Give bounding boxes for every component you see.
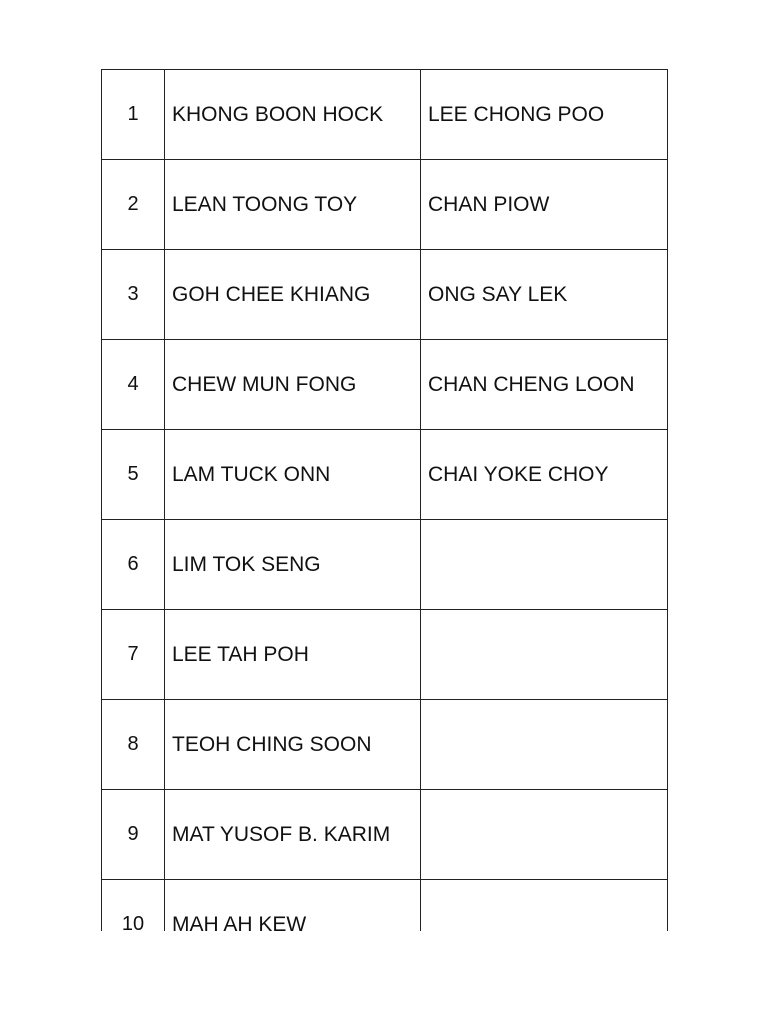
table-row [102,610,668,700]
name-cell-b [421,610,668,700]
table-row [102,430,668,520]
name-cell-b [421,520,668,610]
row-number: 7 [102,610,165,700]
table-row [102,790,668,880]
name-cell-a: LEE TAH POH [165,610,421,700]
name-cell-b: CHAN PIOW [421,160,668,250]
name-cell-b [421,700,668,790]
table-viewport [101,69,668,931]
name-cell-a: LEAN TOONG TOY [165,160,421,250]
name-cell-b: ONG SAY LEK [421,250,668,340]
table-row [102,70,668,160]
name-cell-b [421,880,668,932]
table-row [102,880,668,932]
name-cell-b [421,790,668,880]
row-number: 4 [102,340,165,430]
name-cell-b: CHAI YOKE CHOY [421,430,668,520]
table-row [102,250,668,340]
row-number: 10 [102,880,165,932]
name-cell-a: KHONG BOON HOCK [165,70,421,160]
row-number: 6 [102,520,165,610]
table-row [102,520,668,610]
table-row [102,700,668,790]
name-cell-a: LIM TOK SENG [165,520,421,610]
row-number: 9 [102,790,165,880]
name-cell-a: MAH AH KEW [165,880,421,932]
name-cell-a: CHEW MUN FONG [165,340,421,430]
table-row [102,340,668,430]
names-table-body [102,70,668,932]
row-number: 3 [102,250,165,340]
name-cell-a: GOH CHEE KHIANG [165,250,421,340]
name-cell-a: TEOH CHING SOON [165,700,421,790]
name-cell-b: CHAN CHENG LOON [421,340,668,430]
name-cell-a: LAM TUCK ONN [165,430,421,520]
name-cell-b: LEE CHONG POO [421,70,668,160]
row-number: 1 [102,70,165,160]
row-number: 8 [102,700,165,790]
row-number: 2 [102,160,165,250]
table-row [102,160,668,250]
row-number: 5 [102,430,165,520]
names-table [101,69,668,931]
name-cell-a: MAT YUSOF B. KARIM [165,790,421,880]
